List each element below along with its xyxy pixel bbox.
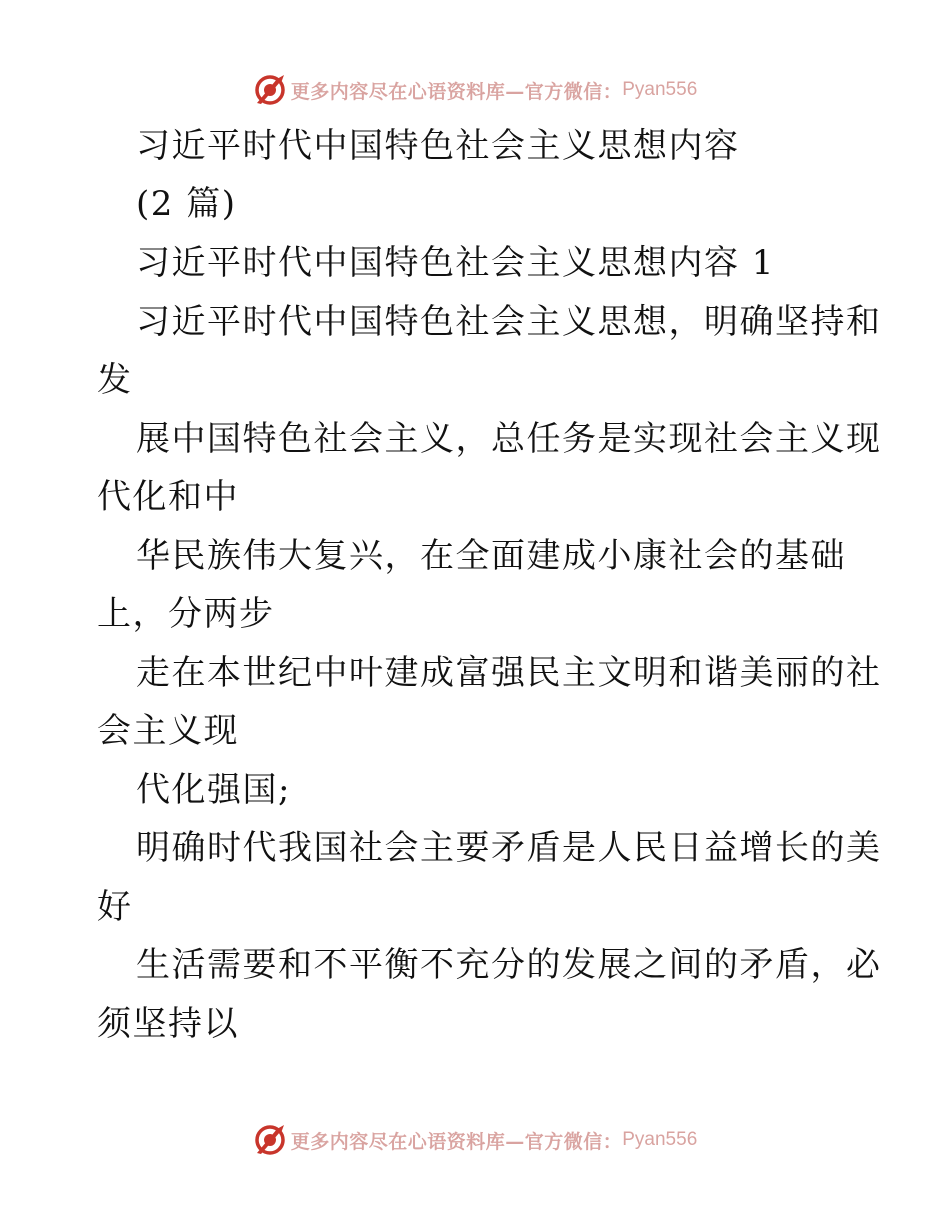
watermark-text: 更多内容尽在心语资料库—官方微信： [290,1130,623,1153]
footer-watermark [0,1120,950,1160]
text-line: 明确时代我国社会主要矛盾是人民日益增长的美 [136,828,882,868]
header-watermark [0,70,950,110]
text-line: 生活需要和不平衡不充分的发展之间的矛盾，必 [136,945,882,985]
text-line: 发 [97,360,133,400]
document-subtitle: (2 篇) [136,184,237,224]
watermark-text: 更多内容尽在心语资料库—官方微信： [290,80,623,103]
text-line: 展中国特色社会主义，总任务是实现社会主义现 [136,419,882,459]
text-line: 华民族伟大复兴，在全面建成小康社会的基础 [136,536,846,576]
watermark-wechat-id: Pyan556 [622,1129,698,1150]
watermark-wechat-id: Pyan556 [622,79,698,100]
text-line: 走在本世纪中叶建成富强民主文明和谐美丽的社 [136,653,882,693]
section-heading: 习近平时代中国特色社会主义思想内容 1 [136,243,775,283]
text-line: 须坚持以 [97,1004,239,1044]
text-line: 会主义现 [97,711,239,751]
quill-logo-icon [253,73,287,107]
text-line: 习近平时代中国特色社会主义思想，明确坚持和 [136,302,882,342]
quill-logo-icon [253,1123,287,1157]
document-title: 习近平时代中国特色社会主义思想内容 [136,126,740,166]
text-line: 上，分两步 [97,594,275,634]
text-line: 好 [97,887,133,927]
text-line: 代化强国; [136,770,291,810]
text-line: 代化和中 [97,477,239,517]
